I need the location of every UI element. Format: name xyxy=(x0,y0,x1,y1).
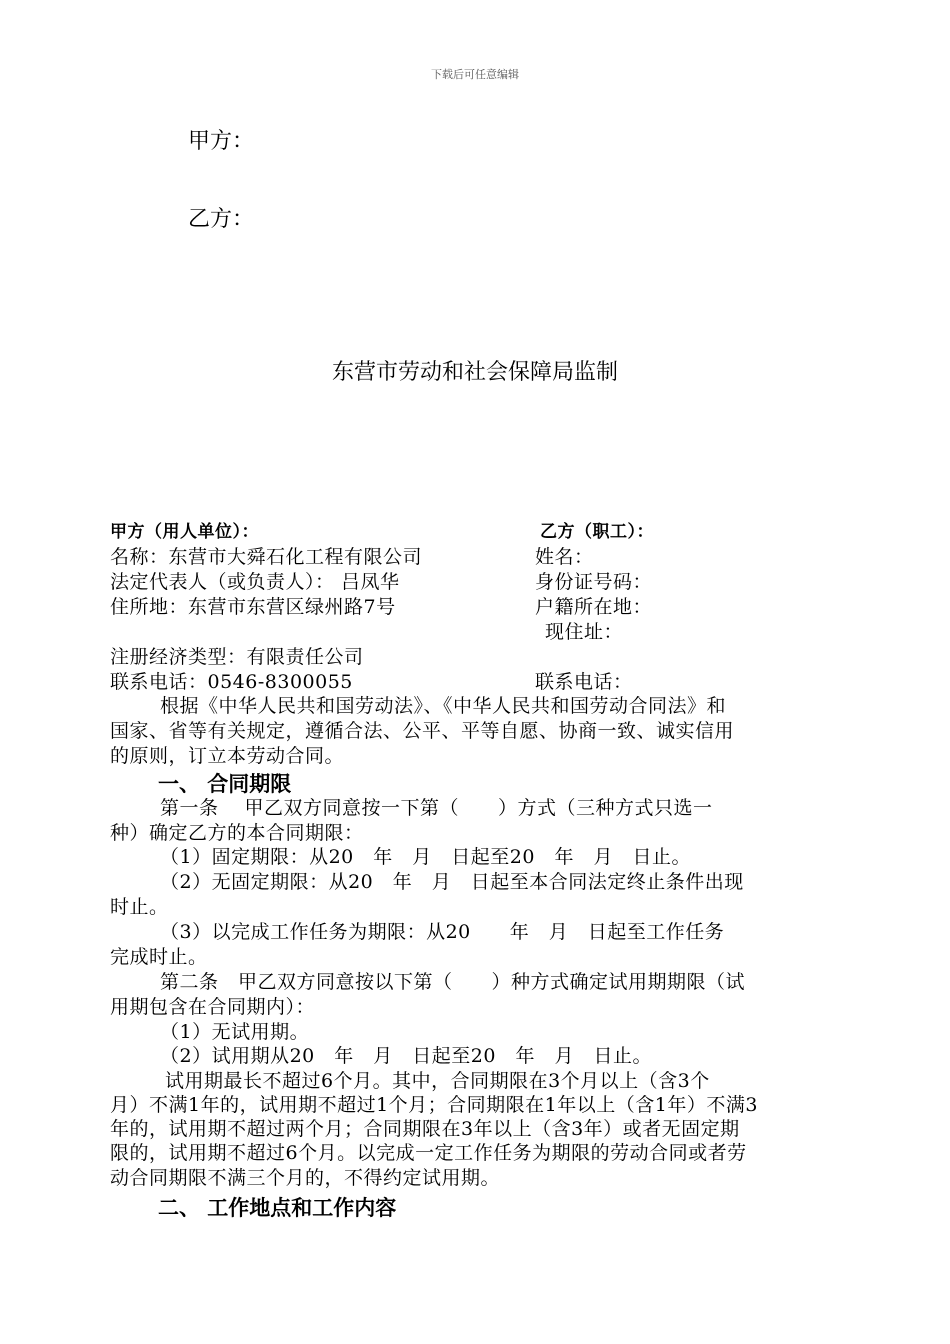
party-a-economic-type: 注册经济类型：有限责任公司 xyxy=(110,646,364,668)
trial-note-line-4: 限的，试用期不超过6个月。以完成一定工作任务为期限的劳动合同或者劳 xyxy=(110,1142,747,1164)
party-b-current-address: 现住址： xyxy=(545,621,624,643)
trial-option-2: （2）试用期从20 年 月 日起至20 年 月 日止。 xyxy=(160,1045,652,1067)
party-a-phone: 联系电话：0546-8300055 xyxy=(110,671,353,693)
trial-note-line-5: 动合同期限不满三个月的，不得约定试用期。 xyxy=(110,1167,501,1189)
term-option-1: （1）固定期限：从20 年 月 日起至20 年 月 日止。 xyxy=(160,846,691,868)
party-b-phone: 联系电话： xyxy=(535,671,633,693)
cover-party-a: 甲方： xyxy=(188,129,255,154)
term-option-2-line-2: 时止。 xyxy=(110,896,169,918)
article-2-line-2: 用期包含在合同期内）： xyxy=(110,996,316,1018)
section-heading-term: 一、 合同期限 xyxy=(158,772,292,796)
trial-note-line-1: 试用期最长不超过6个月。其中，合同期限在3个月以上（含3个 xyxy=(165,1070,710,1092)
trial-note-line-2: 月）不满1年的，试用期不超过1个月；合同期限在1年以上（含1年）不满3 xyxy=(110,1094,758,1116)
party-a-representative: 法定代表人（或负责人）： 吕凤华 xyxy=(110,571,400,593)
party-a-address: 住所地：东营市东营区绿州路7号 xyxy=(110,596,396,618)
article-1-line-1: 第一条 甲乙双方同意按一下第（ ）方式（三种方式只选一 xyxy=(160,797,713,819)
trial-option-1: （1）无试用期。 xyxy=(160,1021,310,1043)
party-b-hukou: 户籍所在地： xyxy=(535,596,653,618)
trial-note-line-3: 年的，试用期不超过两个月；合同期限在3年以上（含3年）或者无固定期 xyxy=(110,1118,740,1140)
term-option-3-line-2: 完成时止。 xyxy=(110,946,208,968)
party-b-heading: 乙方（职工）： xyxy=(540,522,654,542)
intro-line-3: 的原则，订立本劳动合同。 xyxy=(110,745,345,767)
article-2-line-1: 第二条 甲乙双方同意按以下第（ ）种方式确定试用期期限（试 xyxy=(160,971,746,993)
party-b-id-number: 身份证号码： xyxy=(535,571,653,593)
article-1-line-2: 种）确定乙方的本合同期限： xyxy=(110,822,364,844)
party-a-heading: 甲方（用人单位）： xyxy=(110,522,259,542)
intro-line-2: 国家、省等有关规定，遵循合法、公平、平等自愿、协商一致、诚实信用 xyxy=(110,720,735,742)
cover-party-b: 乙方： xyxy=(188,207,255,232)
supervisor-line: 东营市劳动和社会保障局监制 xyxy=(331,360,618,385)
intro-line-1: 根据《中华人民共和国劳动法》、《中华人民共和国劳动合同法》和 xyxy=(160,695,727,717)
party-b-name: 姓名： xyxy=(535,546,594,568)
term-option-3-line-1: （3）以完成工作任务为期限：从20 年 月 日起至工作任务 xyxy=(160,921,725,943)
section-heading-work: 二、 工作地点和工作内容 xyxy=(158,1196,397,1220)
party-a-name: 名称：东营市大舜石化工程有限公司 xyxy=(110,546,423,568)
page-watermark: 下载后可任意编辑 xyxy=(431,68,519,81)
term-option-2-line-1: （2）无固定期限：从20 年 月 日起至本合同法定终止条件出现 xyxy=(160,871,744,893)
